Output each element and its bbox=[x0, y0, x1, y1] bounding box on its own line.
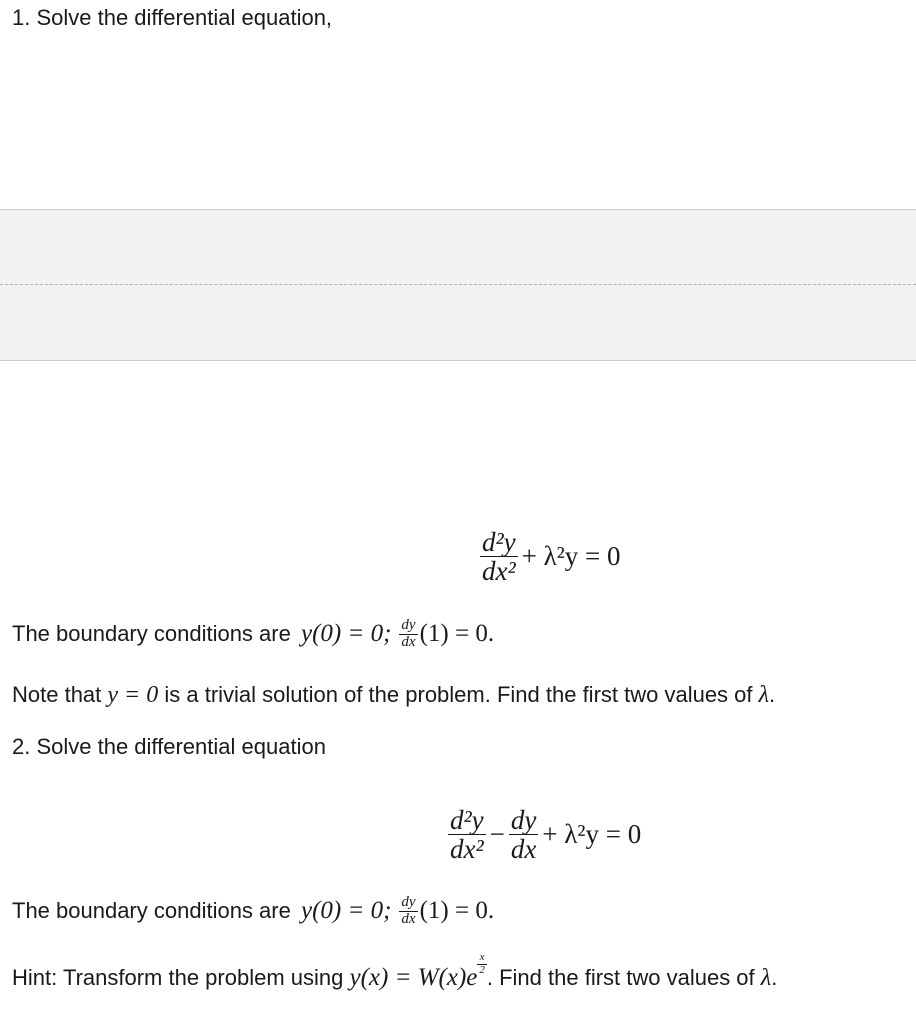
bc-1-fraction-den: dx bbox=[401, 633, 416, 650]
page-break-divider bbox=[0, 284, 916, 285]
equation-1-denominator: dx² bbox=[482, 556, 516, 587]
equation-2-den-2: dx bbox=[510, 834, 537, 865]
bc-2-fraction-num: dy bbox=[401, 894, 416, 910]
hint-text-a: Hint: Transform the problem using bbox=[12, 965, 350, 990]
bc-1-fraction-num: dy bbox=[401, 617, 416, 633]
equation-2-minus: − bbox=[489, 819, 505, 850]
hint-math: y(x) = W(x)e bbox=[349, 964, 478, 991]
problem-1-heading: 1. Solve the differential equation, bbox=[12, 5, 333, 30]
hint-exponent-num: x bbox=[479, 951, 485, 963]
bc-1-prefix: The boundary conditions are bbox=[12, 621, 297, 647]
bc-1-first: y(0) = 0; bbox=[300, 620, 392, 648]
note-lambda: λ bbox=[758, 682, 770, 708]
page-break-band bbox=[0, 209, 916, 361]
equation-1-tail: + λ²y = 0 bbox=[521, 541, 621, 572]
hint-exponent bbox=[477, 952, 487, 976]
problem-2-boundary-conditions bbox=[12, 895, 494, 928]
problem-2-heading: 2. Solve the differential equation bbox=[12, 734, 326, 759]
equation-1-fraction bbox=[480, 528, 518, 586]
problem-1-note bbox=[12, 681, 775, 709]
note-math: y = 0 bbox=[107, 682, 159, 708]
note-text-a: Note that bbox=[12, 682, 108, 707]
equation-1-numerator: d²y bbox=[482, 527, 516, 557]
note-text-b: is a trivial solution of the problem. Find the first two values of bbox=[158, 682, 759, 707]
equation-2-fraction-2 bbox=[509, 806, 538, 864]
bc-2-prefix: The boundary conditions are bbox=[12, 898, 297, 924]
problem-2-equation bbox=[448, 806, 647, 864]
bc-1-tail: (1) = 0. bbox=[419, 620, 495, 648]
equation-2-tail: + λ²y = 0 bbox=[542, 819, 642, 850]
problem-1-boundary-conditions bbox=[12, 618, 494, 651]
bc-1-fraction bbox=[399, 618, 417, 651]
bc-2-tail: (1) = 0. bbox=[419, 897, 495, 925]
hint-text-b: . Find the first two values of bbox=[486, 965, 761, 990]
note-end: . bbox=[769, 682, 776, 707]
bc-2-fraction bbox=[399, 895, 417, 928]
equation-2-den-1: dx² bbox=[450, 834, 484, 865]
equation-2-fraction-1 bbox=[448, 806, 486, 864]
bc-2-fraction-den: dx bbox=[401, 910, 416, 927]
equation-2-num-2: dy bbox=[510, 805, 537, 835]
equation-2-num-1: d²y bbox=[450, 805, 484, 835]
hint-end: . bbox=[771, 965, 778, 990]
problem-2-hint bbox=[12, 951, 778, 992]
hint-exponent-den: 2 bbox=[479, 963, 485, 976]
hint-lambda: λ bbox=[760, 965, 772, 991]
problem-1-equation bbox=[480, 528, 626, 586]
bc-2-first: y(0) = 0; bbox=[300, 897, 392, 925]
